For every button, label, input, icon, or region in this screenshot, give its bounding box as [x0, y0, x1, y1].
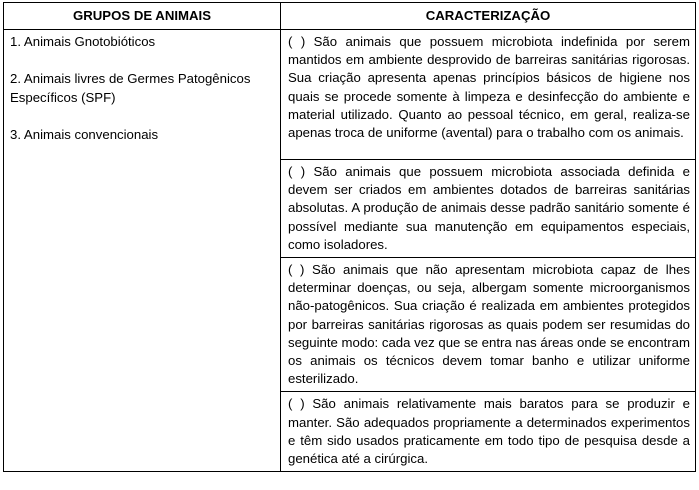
- description-cell-4: ( ) São animais relativamente mais baratos para se produzir e manter. São adequados propriamente a determinados experimentos e têm sido usados praticamente em todo tipo de pesquisa desde a genética até a cirúrgica.: [281, 392, 696, 472]
- description-cell-2: ( ) São animais que possuem microbiota associada definida e devem ser criados em ambientes dotados de barreiras sanitárias absolutas. A produção de animais desse padrão sanitário somente é possível mediante sua manutenção em equipamentos especiais, como isoladores.: [281, 160, 696, 258]
- description-cell-1: ( ) São animais que possuem microbiota indefinida por serem mantidos em ambiente desprovido de barreiras sanitárias rigorosas. Sua criação apresenta apenas princípios básicos de higiene nos quais se procede somente à limpeza e desinfecção do ambiente e material utilizado. Quanto ao pessoal técnico, em geral, realiza-se apenas troca de uniforme (avental) para o trabalho com os animais.: [281, 30, 696, 160]
- group-item-gnotobiotic: 1. Animais Gnotobióticos: [10, 34, 156, 49]
- groups-cell: [4, 30, 281, 472]
- header-characterization: CARACTERIZAÇÃO: [281, 3, 696, 30]
- header-row: [4, 3, 696, 30]
- group-item-conventional: 3. Animais convencionais: [10, 126, 159, 142]
- header-groups: GRUPOS DE ANIMAIS: [4, 3, 281, 30]
- group-item-spf: 2. Animais livres de Germes Patogênicos Específicos (SPF): [10, 71, 251, 105]
- animal-groups-table: [3, 2, 696, 472]
- description-cell-3: ( ) São animais que não apresentam microbiota capaz de lhes determinar doenças, ou seja, albergam somente microorganismos não-patogênicos. Sua criação é realizada em ambientes protegidos por barreiras sanitárias rigorosas as quais podem ser resumidas do seguinte modo: cada vez que se entra nas áreas onde se encontram os animais os técnicos devem tomar banho e utilizar uniforme esterilizado.: [281, 258, 696, 392]
- table-row: [4, 30, 696, 160]
